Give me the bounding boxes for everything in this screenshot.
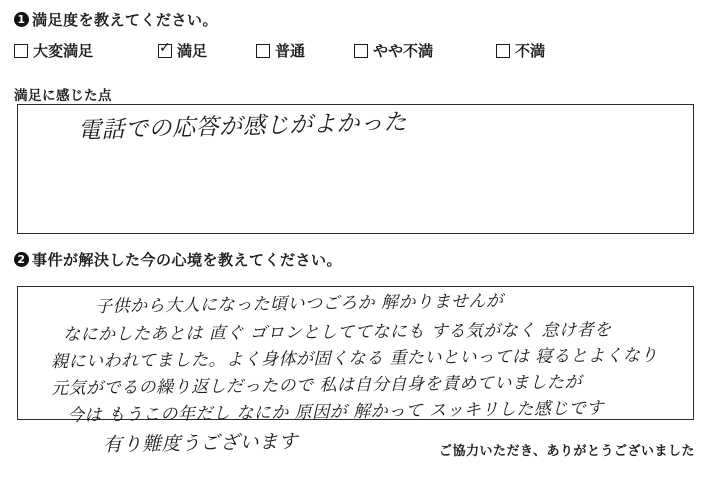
satisfied-points-label: 満足に感じた点	[14, 88, 112, 104]
question2-title	[14, 249, 342, 270]
footer-thanks-text: ご協力いただき、ありがとうございました	[439, 444, 695, 459]
checkbox-icon[interactable]	[256, 44, 270, 58]
option-dissatisfied	[496, 40, 545, 61]
check-mark-icon: ✓	[159, 39, 171, 56]
checkbox-icon[interactable]	[14, 44, 28, 58]
q2-handwritten-line: 今は もうこの年だし なにか 原因が 解かって スッキリした感じです	[66, 398, 604, 426]
option-label: やや不満	[373, 42, 434, 60]
option-label: 大変満足	[33, 42, 94, 60]
option-very-satisfied	[14, 40, 93, 61]
option-neutral	[256, 40, 305, 61]
option-satisfied	[158, 40, 207, 61]
q2-handwritten-line: 子供から大人になった頃いつごろか 解かりませんが	[94, 291, 504, 317]
q2-handwritten-line: 有り難度うございます	[102, 430, 299, 456]
q2-handwritten-line: なにかしたあとは 直ぐ ゴロンとしててなにも する気がなく 怠け者を	[62, 320, 612, 345]
q1-handwritten-answer: 電話での応答が感じがよかった	[77, 109, 408, 144]
option-label: 満足	[177, 42, 208, 60]
checkbox-icon[interactable]	[354, 44, 368, 58]
question1-title-text: 満足度を教えてください。	[32, 11, 219, 29]
option-label: 不満	[515, 42, 546, 60]
option-somewhat-dissatisfied	[354, 40, 433, 61]
option-label: 普通	[275, 42, 306, 60]
question1-title	[14, 9, 218, 30]
question2-title-text: 事件が解決した今の心境を教えてください。	[32, 251, 343, 269]
q2-handwritten-line: 親にいわれてました。よく身体が固くなる 重たいといっては 寝るとよくなり	[50, 345, 658, 372]
checkbox-icon[interactable]	[496, 44, 510, 58]
question1-number-badge: 1	[14, 12, 29, 27]
checkbox-checked-icon[interactable]	[158, 39, 172, 58]
q2-handwritten-line: 元気がでるの繰り返しだったので 私は自分自身を責めていましたが	[50, 372, 583, 399]
question2-number-badge: 2	[14, 252, 29, 267]
